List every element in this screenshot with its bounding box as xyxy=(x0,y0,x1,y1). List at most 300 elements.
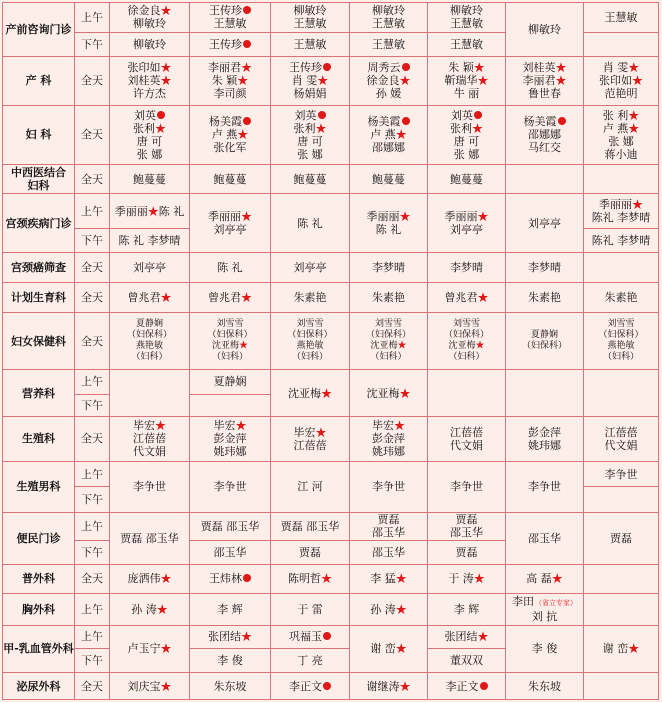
star-icon: ★ xyxy=(155,121,166,135)
time-slot: 上午 xyxy=(75,594,110,626)
doctor-cell xyxy=(584,564,659,594)
doctor-cell xyxy=(506,56,584,105)
doctor-line: 谢继涛★ xyxy=(366,679,411,693)
doctor-line: 徐金良★ xyxy=(127,4,172,18)
star-icon: ★ xyxy=(399,386,411,400)
doctor-cell xyxy=(110,194,190,229)
doctor-cell xyxy=(350,32,428,56)
time-slot: 全天 xyxy=(75,164,110,194)
doctor-line: 肖 雯★ xyxy=(602,61,640,75)
doctor-line: 贾磊 xyxy=(455,545,478,559)
star-icon: ★ xyxy=(632,74,643,88)
doctor-line: 王传珍 xyxy=(190,4,270,17)
star-icon: ★ xyxy=(555,61,567,75)
doctor-line: 王慧敏 xyxy=(213,17,247,31)
doctor-cell xyxy=(110,461,190,512)
doctor-cell xyxy=(190,313,271,370)
doctor-cell xyxy=(428,625,506,648)
time-slot: 全天 xyxy=(75,56,110,105)
star-icon: ★ xyxy=(475,341,485,352)
doctor-cell xyxy=(190,461,271,512)
doctor-line: 邵玉华 xyxy=(372,545,405,559)
doctor-line: 鲍蔓蔓 xyxy=(450,172,483,186)
doctor-line: 张印如★ xyxy=(127,61,172,75)
doctor-line: 江蓓蓓 xyxy=(293,438,327,452)
doctor-cell xyxy=(506,370,584,417)
star-icon: ★ xyxy=(473,572,485,586)
doctor-line: 贾磊 xyxy=(377,513,400,527)
star-icon: ★ xyxy=(321,572,332,586)
department-name: 计划生育科 xyxy=(3,282,75,313)
doctor-line: 陈 礼 xyxy=(375,223,402,237)
doctor-cell xyxy=(350,594,428,626)
doctor-line: 王传珍 xyxy=(190,38,270,51)
time-slot: 下午 xyxy=(75,394,110,416)
doctor-line: 刘雪雪 xyxy=(296,319,324,330)
dot-icon xyxy=(323,682,331,690)
doctor-line: 陈礼 李梦晴 xyxy=(591,211,651,225)
doctor-line: 张印如★ xyxy=(599,74,643,88)
doctor-line: 孙 媛 xyxy=(375,87,402,101)
doctor-line: （妇科） xyxy=(370,352,407,363)
doctor-line: 代文娟 xyxy=(450,438,483,452)
doctor-line: 姚玮娜 xyxy=(528,438,561,452)
doctor-line: 李梦晴 xyxy=(372,261,405,274)
doctor-cell xyxy=(271,3,350,33)
doctor-cell xyxy=(428,3,506,33)
department-name: 中西医结合妇科 xyxy=(3,164,75,194)
doctor-cell xyxy=(428,164,506,194)
doctor-line: 彭金萍 xyxy=(372,432,405,446)
doctor-cell xyxy=(271,105,350,164)
star-icon: ★ xyxy=(472,121,483,135)
department-name: 泌尿外科 xyxy=(3,673,75,700)
doctor-line: 刘桂英★ xyxy=(522,61,567,75)
doctor-line: 朱素艳 xyxy=(372,291,405,304)
doctor-line: 朱素艳 xyxy=(293,291,327,304)
doctor-line: 刘亭亭 xyxy=(133,261,166,274)
doctor-line: 刘雪雪 xyxy=(374,319,402,330)
doctor-line: 毕宏★ xyxy=(213,419,247,433)
doctor-cell xyxy=(350,164,428,194)
doctor-line: 贾磊 邵玉华 xyxy=(280,519,340,533)
schedule-row xyxy=(3,594,659,626)
doctor-line: （妇科） xyxy=(131,352,168,363)
doctor-line: 季丽丽★ xyxy=(599,198,643,212)
schedule-row xyxy=(3,673,659,700)
doctor-line: 朱素艳 xyxy=(604,291,638,304)
doctor-line: 卢 燕★ xyxy=(602,121,640,135)
doctor-line: 张团结★ xyxy=(444,630,489,644)
doctor-cell xyxy=(584,487,659,512)
star-icon: ★ xyxy=(477,210,489,224)
doctor-line: （妇保科） xyxy=(287,330,333,341)
dot-icon xyxy=(558,117,566,125)
doctor-line: 江 河 xyxy=(297,480,323,494)
doctor-cell xyxy=(506,194,584,253)
star-icon: ★ xyxy=(160,74,172,88)
star-icon: ★ xyxy=(241,630,252,644)
star-icon: ★ xyxy=(628,108,640,122)
doctor-line: 卢 燕★ xyxy=(211,128,249,142)
doctor-line: 李争世 xyxy=(372,480,405,494)
star-icon: ★ xyxy=(477,74,489,88)
doctor-cell xyxy=(271,541,350,564)
doctor-line: 代文娟 xyxy=(133,445,166,459)
doctor-cell xyxy=(584,417,659,462)
doctor-line: 陈 礼 xyxy=(297,216,323,230)
doctor-cell xyxy=(506,253,584,283)
time-slot: 全天 xyxy=(75,564,110,594)
doctor-cell xyxy=(110,417,190,462)
department-name: 便民门诊 xyxy=(3,512,75,564)
department-name: 甲-乳血管外科 xyxy=(3,625,75,673)
doctor-line: 李 俊 xyxy=(531,642,558,656)
doctor-cell xyxy=(110,164,190,194)
dot-icon xyxy=(243,117,251,125)
doctor-cell xyxy=(110,56,190,105)
doctor-line: 柳敏玲 xyxy=(450,4,483,18)
doctor-line: 陈 礼 李梦晴 xyxy=(118,234,181,248)
star-icon: ★ xyxy=(628,121,640,135)
star-icon: ★ xyxy=(315,425,327,439)
star-icon: ★ xyxy=(241,291,252,304)
doctor-cell xyxy=(428,541,506,564)
doctor-cell xyxy=(190,194,271,253)
star-icon: ★ xyxy=(477,291,489,304)
doctor-line: 贾磊 xyxy=(610,531,632,545)
doctor-cell xyxy=(584,461,659,486)
doctor-line: 王慧敏 xyxy=(604,10,638,24)
doctor-cell xyxy=(506,3,584,57)
doctor-line: 杨美霞 xyxy=(506,115,583,128)
doctor-cell xyxy=(271,594,350,626)
doctor-cell xyxy=(506,564,584,594)
doctor-cell xyxy=(271,648,350,672)
department-name: 产前咨询门诊 xyxy=(3,3,75,57)
star-icon: ★ xyxy=(477,630,489,644)
doctor-line: 刘英 xyxy=(110,109,189,122)
doctor-cell xyxy=(350,253,428,283)
doctor-cell xyxy=(350,370,428,417)
schedule-row xyxy=(3,253,659,283)
doctor-line: 孙 涛★ xyxy=(370,602,407,616)
doctor-line: 江蓓蓓 xyxy=(133,432,166,446)
star-icon: ★ xyxy=(395,128,407,142)
doctor-line: 刘雪雪 xyxy=(607,319,635,330)
doctor-line: 柳敏玲 xyxy=(293,4,327,18)
doctor-cell xyxy=(506,417,584,462)
doctor-line: 杨娟娟 xyxy=(293,87,327,101)
dot-icon xyxy=(402,63,410,71)
doctor-line: 张 娜 xyxy=(453,147,480,161)
doctor-line: 周秀云 xyxy=(350,61,427,74)
doctor-line: 朱 颖★ xyxy=(211,74,249,88)
star-icon: ★ xyxy=(235,419,247,433)
doctor-cell xyxy=(110,3,190,33)
doctor-line: 贾磊 xyxy=(299,545,321,559)
doctor-cell xyxy=(506,594,584,626)
doctor-cell xyxy=(350,673,428,700)
doctor-line: 李丽君★ xyxy=(208,61,252,75)
schedule-row xyxy=(3,194,659,229)
doctor-line: 于 涛★ xyxy=(448,572,485,586)
doctor-cell xyxy=(584,164,659,194)
doctor-line: 刘 抗 xyxy=(531,610,558,624)
doctor-line: 邵玉华 xyxy=(528,531,561,545)
department-name: 生殖男科 xyxy=(3,461,75,512)
doctor-cell xyxy=(428,673,506,700)
star-icon: ★ xyxy=(399,210,411,224)
doctor-cell xyxy=(271,164,350,194)
star-icon: ★ xyxy=(628,642,640,656)
doctor-cell xyxy=(110,512,190,564)
doctor-cell xyxy=(350,541,428,564)
doctor-line: 燕艳敏 xyxy=(135,341,163,352)
doctor-line: 杨美霞 xyxy=(190,115,270,128)
department-name: 产 科 xyxy=(3,56,75,105)
doctor-line: 刘英 xyxy=(428,109,505,122)
doctor-cell xyxy=(584,56,659,105)
doctor-cell xyxy=(350,105,428,164)
star-icon: ★ xyxy=(399,679,411,693)
doctor-cell xyxy=(190,541,271,564)
doctor-line: 董双双 xyxy=(450,654,483,668)
doctor-cell xyxy=(190,370,271,394)
doctor-line: 王慧敏 xyxy=(450,37,483,51)
doctor-cell xyxy=(110,625,190,673)
doctor-line: 柳敏玲 xyxy=(133,37,166,51)
doctor-line: 李 俊 xyxy=(217,654,243,668)
schedule-row xyxy=(3,512,659,540)
doctor-cell xyxy=(506,105,584,164)
time-slot: 全天 xyxy=(75,417,110,462)
doctor-line: （妇科） xyxy=(602,352,639,363)
doctor-line: 陈明哲★ xyxy=(288,572,332,586)
doctor-line: 姚玮娜 xyxy=(213,445,247,459)
doctor-line: 张利★ xyxy=(450,121,483,135)
doctor-line: 曾兆君★ xyxy=(444,291,489,304)
star-icon: ★ xyxy=(399,74,411,88)
doctor-line: 张化军 xyxy=(213,141,247,155)
doctor-cell xyxy=(584,370,659,417)
star-icon: ★ xyxy=(160,61,172,75)
doctor-line: 刘雪雪 xyxy=(216,319,244,330)
doctor-cell xyxy=(110,673,190,700)
time-slot: 上午 xyxy=(75,3,110,33)
star-icon: ★ xyxy=(160,572,172,586)
star-icon: ★ xyxy=(241,210,252,224)
doctor-cell xyxy=(584,105,659,164)
doctor-line: 燕艳敏 xyxy=(296,341,324,352)
doctor-cell xyxy=(584,32,659,56)
time-slot: 下午 xyxy=(75,32,110,56)
doctor-line: 刘亭亭 xyxy=(213,223,247,237)
star-icon: ★ xyxy=(395,602,407,616)
doctor-cell xyxy=(190,105,271,164)
schedule-row xyxy=(3,3,659,33)
doctor-cell xyxy=(584,228,659,252)
doctor-line: 李争世 xyxy=(528,480,561,494)
doctor-line: 夏静娴 xyxy=(135,319,163,330)
doctor-line: 李正文 xyxy=(271,680,349,693)
doctor-line: 李梦晴 xyxy=(528,261,561,274)
doctor-cell xyxy=(584,194,659,229)
doctor-line: 张 娜 xyxy=(297,147,323,161)
doctor-line: 张利★ xyxy=(133,121,166,135)
doctor-cell xyxy=(190,394,271,416)
doctor-line: 徐金良★ xyxy=(366,74,411,88)
doctor-line: 王慧敏 xyxy=(293,37,327,51)
doctor-cell xyxy=(190,253,271,283)
doctor-line: 卢 燕★ xyxy=(370,128,407,142)
doctor-cell xyxy=(190,282,271,313)
doctor-line: 肖 雯★ xyxy=(291,74,329,88)
schedule-row xyxy=(3,105,659,164)
doctor-cell xyxy=(350,313,428,370)
department-name: 普外科 xyxy=(3,564,75,594)
time-slot: 全天 xyxy=(75,313,110,370)
star-icon: ★ xyxy=(394,419,405,433)
doctor-cell xyxy=(428,105,506,164)
doctor-line: 王慧敏 xyxy=(372,17,405,31)
doctor-cell xyxy=(190,417,271,462)
doctor-line: 马红交 xyxy=(528,141,561,155)
department-name: 生殖科 xyxy=(3,417,75,462)
doctor-cell xyxy=(506,461,584,512)
doctor-cell xyxy=(584,3,659,33)
doctor-line: 李 猛★ xyxy=(370,572,407,586)
doctor-cell xyxy=(428,594,506,626)
doctor-line: （妇科） xyxy=(211,352,248,363)
time-slot: 上午 xyxy=(75,625,110,648)
doctor-line: 李司颜 xyxy=(213,87,247,101)
doctor-cell xyxy=(271,282,350,313)
doctor-line: 丁 亮 xyxy=(297,654,323,668)
doctor-line: 高 磊★ xyxy=(526,572,563,586)
doctor-cell xyxy=(428,56,506,105)
doctor-cell xyxy=(190,625,271,648)
department-name: 宫颈疾病门诊 xyxy=(3,194,75,253)
star-icon: ★ xyxy=(155,419,166,433)
doctor-line: 王慧敏 xyxy=(293,17,327,31)
doctor-line: 李 辉 xyxy=(217,602,243,616)
doctor-line: 张团结★ xyxy=(208,630,252,644)
doctor-cell xyxy=(428,32,506,56)
doctor-cell xyxy=(110,282,190,313)
doctor-cell xyxy=(271,313,350,370)
doctor-cell xyxy=(506,625,584,673)
doctor-line: 李争世 xyxy=(450,480,483,494)
doctor-line: 张 利★ xyxy=(602,108,640,122)
dot-icon xyxy=(480,682,488,690)
doctor-cell xyxy=(428,417,506,462)
doctor-line: （妇保科） xyxy=(443,330,489,341)
doctor-line: 彭金萍 xyxy=(213,432,247,446)
doctor-line: 贾磊 xyxy=(455,513,478,527)
doctor-cell xyxy=(350,512,428,540)
star-icon: ★ xyxy=(160,679,172,693)
doctor-line: 姚玮娜 xyxy=(372,445,405,459)
doctor-line: 季丽丽★陈 礼 xyxy=(114,204,185,218)
doctor-cell xyxy=(506,512,584,564)
time-slot: 全天 xyxy=(75,105,110,164)
doctor-cell xyxy=(584,673,659,700)
doctor-line: 陈礼 李梦晴 xyxy=(591,234,651,248)
doctor-cell xyxy=(428,194,506,253)
star-icon: ★ xyxy=(473,61,485,75)
doctor-line: 于 雷 xyxy=(297,602,323,616)
doctor-cell xyxy=(271,56,350,105)
doctor-cell xyxy=(428,313,506,370)
schedule-row xyxy=(3,461,659,486)
doctor-cell xyxy=(350,417,428,462)
doctor-cell xyxy=(110,228,190,252)
doctor-cell xyxy=(110,32,190,56)
schedule-row xyxy=(3,564,659,594)
doctor-line: 夏静娴 xyxy=(213,375,247,389)
doctor-line: 沈亚梅★ xyxy=(288,386,332,400)
star-icon: ★ xyxy=(395,642,407,656)
doctor-line: 刘庆宝★ xyxy=(127,679,172,693)
doctor-line: 柳敏玲 xyxy=(372,4,405,18)
star-icon: ★ xyxy=(315,121,327,135)
department-name: 宫颈癌筛查 xyxy=(3,253,75,283)
doctor-line: （妇保科） xyxy=(207,330,253,341)
department-name: 妇女保健科 xyxy=(3,313,75,370)
doctor-line: 蒋小迪 xyxy=(604,147,638,161)
star-icon: ★ xyxy=(395,572,407,586)
doctor-line: 王慧敏 xyxy=(450,17,483,31)
doctor-line: 柳敏玲 xyxy=(528,22,561,36)
doctor-line: 王慧敏 xyxy=(372,37,405,51)
doctor-line: 杨美霞 xyxy=(350,115,427,128)
doctor-line: 张 娜 xyxy=(608,134,634,148)
doctor-cell xyxy=(190,512,271,540)
doctor-line: （妇科） xyxy=(291,352,328,363)
doctor-line: 江蓓蓓 xyxy=(604,425,638,439)
dot-icon xyxy=(402,117,410,125)
dot-icon xyxy=(474,111,482,119)
star-icon: ★ xyxy=(160,4,172,18)
doctor-line: 陈 礼 xyxy=(217,261,243,274)
doctor-cell xyxy=(584,282,659,313)
time-slot: 上午 xyxy=(75,461,110,486)
schedule-row xyxy=(3,56,659,105)
doctor-line: 朱 颖★ xyxy=(448,61,485,75)
doctor-cell xyxy=(428,564,506,594)
doctor-line: 唐 可 xyxy=(297,134,323,148)
schedule-row xyxy=(3,282,659,313)
time-slot: 上午 xyxy=(75,370,110,394)
doctor-line: 曾兆君★ xyxy=(127,291,172,304)
dot-icon xyxy=(243,6,251,14)
doctor-cell xyxy=(190,648,271,672)
doctor-line: 王炜林 xyxy=(190,572,270,585)
doctor-cell xyxy=(110,313,190,370)
doctor-cell xyxy=(584,313,659,370)
doctor-cell xyxy=(428,282,506,313)
time-slot: 全天 xyxy=(75,282,110,313)
doctor-line: 鲁世春 xyxy=(528,87,561,101)
department-name: 营养科 xyxy=(3,370,75,417)
doctor-line: 刘亭亭 xyxy=(450,223,483,237)
star-icon: ★ xyxy=(397,341,407,352)
doctor-line: 季丽丽★ xyxy=(444,210,489,224)
doctor-line: 季丽丽★ xyxy=(208,210,252,224)
doctor-line: 贾磊 邵玉华 xyxy=(200,519,260,533)
doctor-line: 李争世 xyxy=(604,467,638,481)
